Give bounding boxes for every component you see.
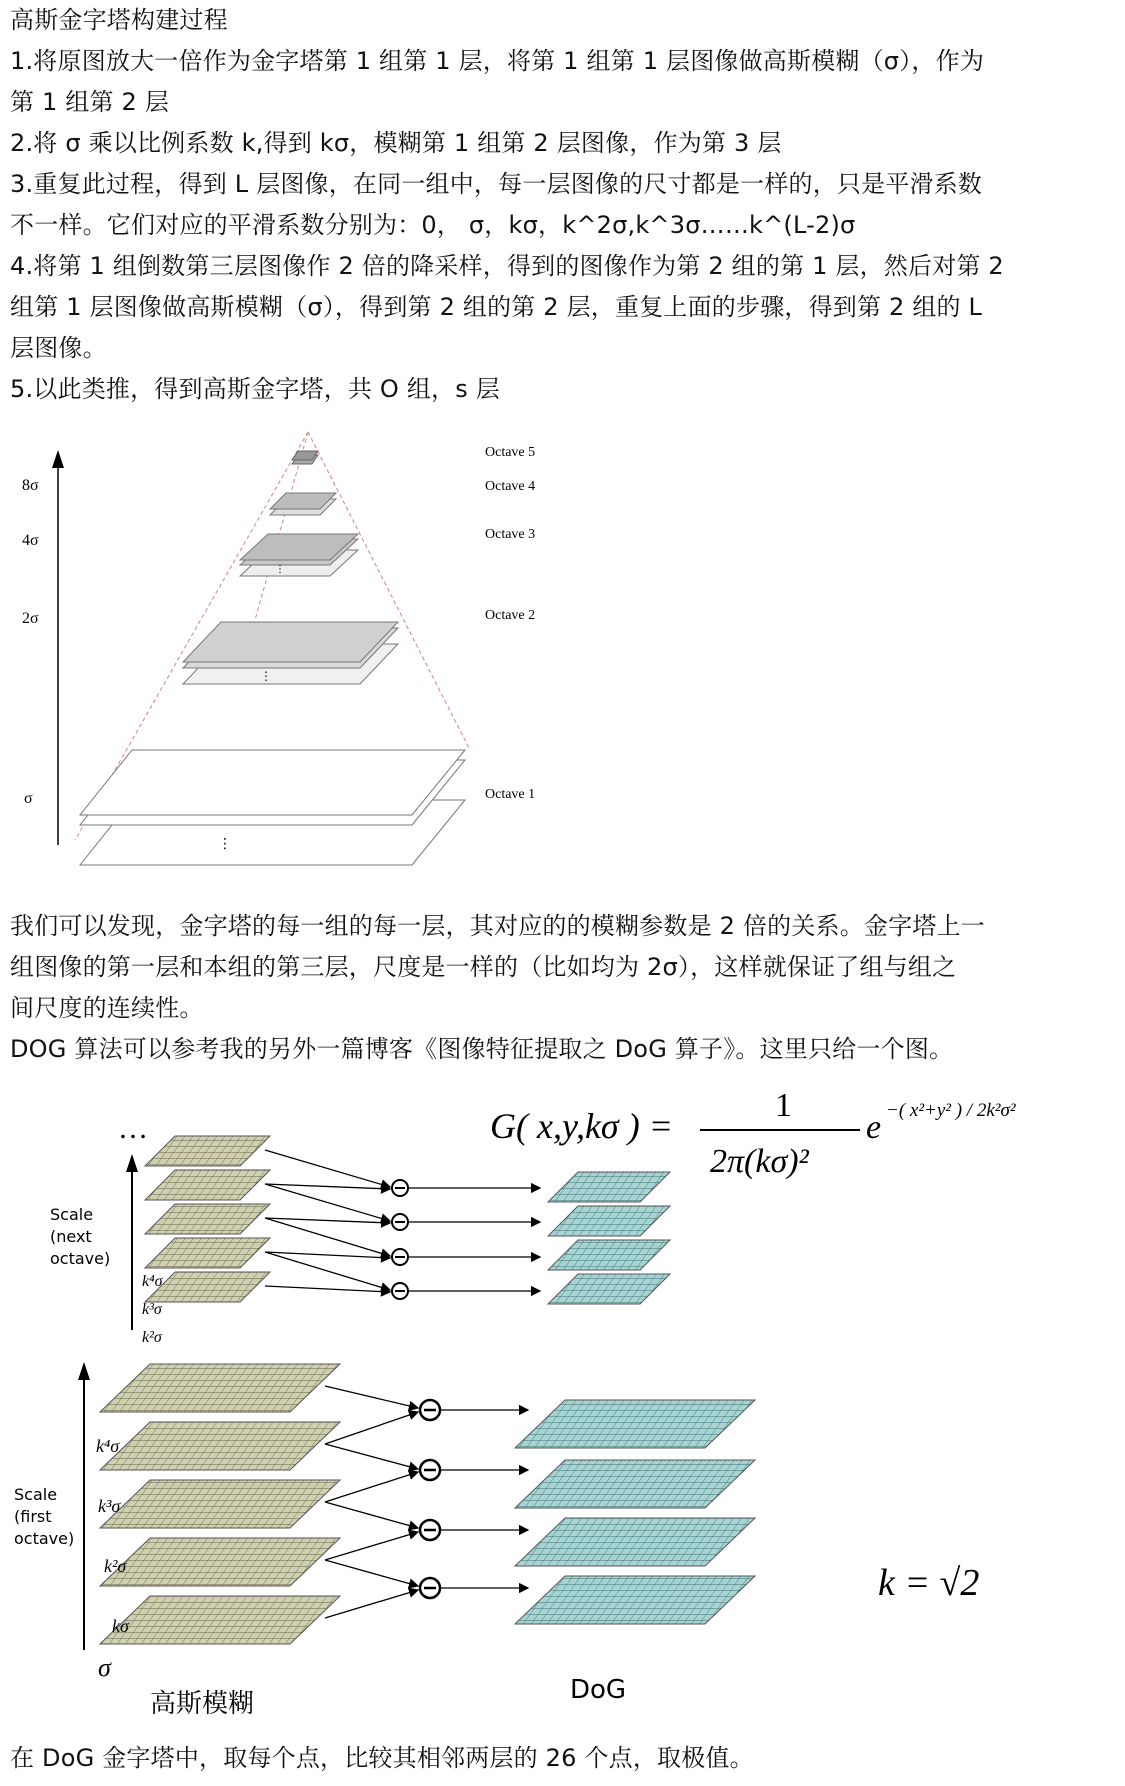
step-line: 2.将 σ 乘以比例系数 k,得到 kσ，模糊第 1 组第 2 层图像，作为第 3 层 xyxy=(10,129,782,157)
step-line: 不一样。它们对应的平滑系数分别为：0， σ，kσ，k^2σ,k^3σ……k^(L-2)σ xyxy=(10,211,856,239)
final-line: 在 DoG 金字塔中，取每个点，比较其相邻两层的 26 个点，取极值。 xyxy=(10,1744,754,1772)
scale-label-2sigma: 2σ xyxy=(22,610,39,627)
scale-label-sigma: σ xyxy=(24,790,33,807)
dog-layer-first xyxy=(515,1400,755,1448)
sigma-label-next: k³σ xyxy=(142,1301,162,1318)
step-line: 层图像。 xyxy=(10,334,107,362)
sigma-label-first: k³σ xyxy=(98,1496,121,1516)
gaussian-pyramid-figure xyxy=(0,420,1125,900)
gaussian-layer-next xyxy=(145,1272,270,1302)
next-octave-minus-nodes xyxy=(392,1180,408,1299)
dog-figure xyxy=(0,1080,1125,1740)
sigma-label-first: k⁴σ xyxy=(96,1436,120,1456)
scale-first-label: Scale xyxy=(14,1485,58,1504)
gaussian-layer-next xyxy=(145,1238,270,1268)
paragraph-line: 我们可以发现，金字塔的每一组的每一层，其对应的的模糊参数是 2 倍的关系。金字塔上一 xyxy=(10,912,985,940)
octave2-dots: ⋮ xyxy=(260,669,272,683)
more-octaves-ellipsis: … xyxy=(118,1112,148,1145)
formula-denominator: 2π(kσ)² xyxy=(710,1143,809,1180)
gaussian-layer-first xyxy=(100,1596,340,1644)
scale-next-label: (next xyxy=(50,1227,92,1246)
next-octave-axis-arrowhead xyxy=(126,1154,138,1172)
scale-axis-arrowhead xyxy=(52,450,64,468)
sigma-label-next: k⁴σ xyxy=(142,1273,163,1290)
gaussian-layer-first xyxy=(100,1538,340,1586)
formula-numerator: 1 xyxy=(775,1087,792,1124)
step-line: 组第 1 层图像做高斯模糊（σ），得到第 2 组的第 2 层，重复上面的步骤，得到第 2 组的 L xyxy=(10,293,983,321)
scale-next-label: Scale xyxy=(50,1205,94,1224)
scale-label-4sigma: 4σ xyxy=(22,532,39,549)
sigma-label-next: k²σ xyxy=(142,1329,162,1346)
formula-exponential-base: e xyxy=(866,1109,882,1146)
sigma-label-first: kσ xyxy=(112,1616,129,1636)
pyramid-edge-right xyxy=(308,432,470,750)
formula-exponent: −( x²+y² ) / 2k²σ² xyxy=(886,1100,1016,1121)
sigma-label-first: σ xyxy=(98,1653,111,1682)
dog-layer-next xyxy=(548,1172,670,1202)
octave-label: Octave 4 xyxy=(485,479,536,494)
k-equals-sqrt2: k = √2 xyxy=(878,1562,980,1604)
gaussian-layer-next xyxy=(145,1136,270,1166)
octave3-dots: ⋮ xyxy=(275,564,285,575)
paragraph-line: 间尺度的连续性。 xyxy=(10,994,204,1022)
gaussian-layer-first xyxy=(100,1422,340,1470)
gaussian-layer-first xyxy=(100,1364,340,1412)
scale-next-label: octave) xyxy=(50,1249,111,1268)
paragraph-line: DOG 算法可以参考我的另外一篇博客《图像特征提取之 DoG 算子》。这里只给一个图。 xyxy=(10,1035,954,1063)
step-line: 第 1 组第 2 层 xyxy=(10,88,170,116)
octave-label: Octave 1 xyxy=(485,787,536,802)
gaussian-layer-next xyxy=(145,1170,270,1200)
gaussian-layer-next xyxy=(145,1204,270,1234)
scale-first-label: (first xyxy=(14,1507,52,1526)
dog-layer-first xyxy=(515,1518,755,1566)
octave-label: Octave 2 xyxy=(485,608,536,623)
formula-lhs: G( x,y,kσ ) = xyxy=(490,1106,673,1146)
dog-layer-next xyxy=(548,1274,670,1304)
octave2-layer xyxy=(183,622,398,662)
dog-layer-first xyxy=(515,1576,755,1624)
scale-label-8sigma: 8σ xyxy=(22,477,39,494)
first-octave-minus-nodes xyxy=(420,1400,440,1598)
octave-label: Octave 3 xyxy=(485,527,536,542)
step-line: 3.重复此过程，得到 L 层图像，在同一组中，每一层图像的尺寸都是一样的，只是平滑系数 xyxy=(10,170,983,198)
step-line: 1.将原图放大一倍作为金字塔第 1 组第 1 层，将第 1 组第 1 层图像做高斯模糊（σ），作为 xyxy=(10,47,985,75)
dog-layer-first xyxy=(515,1460,755,1508)
paragraph-line: 组图像的第一层和本组的第三层，尺度是一样的（比如均为 2σ），这样就保证了组与组之 xyxy=(10,953,957,981)
sigma-label-first: k²σ xyxy=(104,1556,127,1576)
scale-first-label: octave) xyxy=(14,1529,75,1548)
octave1-layer xyxy=(80,750,465,815)
first-octave-axis-arrowhead xyxy=(78,1362,90,1380)
octave-label: Octave 5 xyxy=(485,445,536,460)
step-line: 4.将第 1 组倒数第三层图像作 2 倍的降采样，得到的图像作为第 2 组的第 1 层，然后对第 2 xyxy=(10,252,1004,280)
dog-layer-next xyxy=(548,1206,670,1236)
dog-label: DoG xyxy=(570,1675,627,1705)
dog-layer-next xyxy=(548,1240,670,1270)
gaussian-layer-first xyxy=(100,1480,340,1528)
gaussian-blur-label: 高斯模糊 xyxy=(150,1689,255,1719)
octave1-dots: ⋮ xyxy=(218,836,232,852)
doc-title: 高斯金字塔构建过程 xyxy=(10,6,228,34)
step-line: 5.以此类推，得到高斯金字塔，共 O 组，s 层 xyxy=(10,375,500,403)
